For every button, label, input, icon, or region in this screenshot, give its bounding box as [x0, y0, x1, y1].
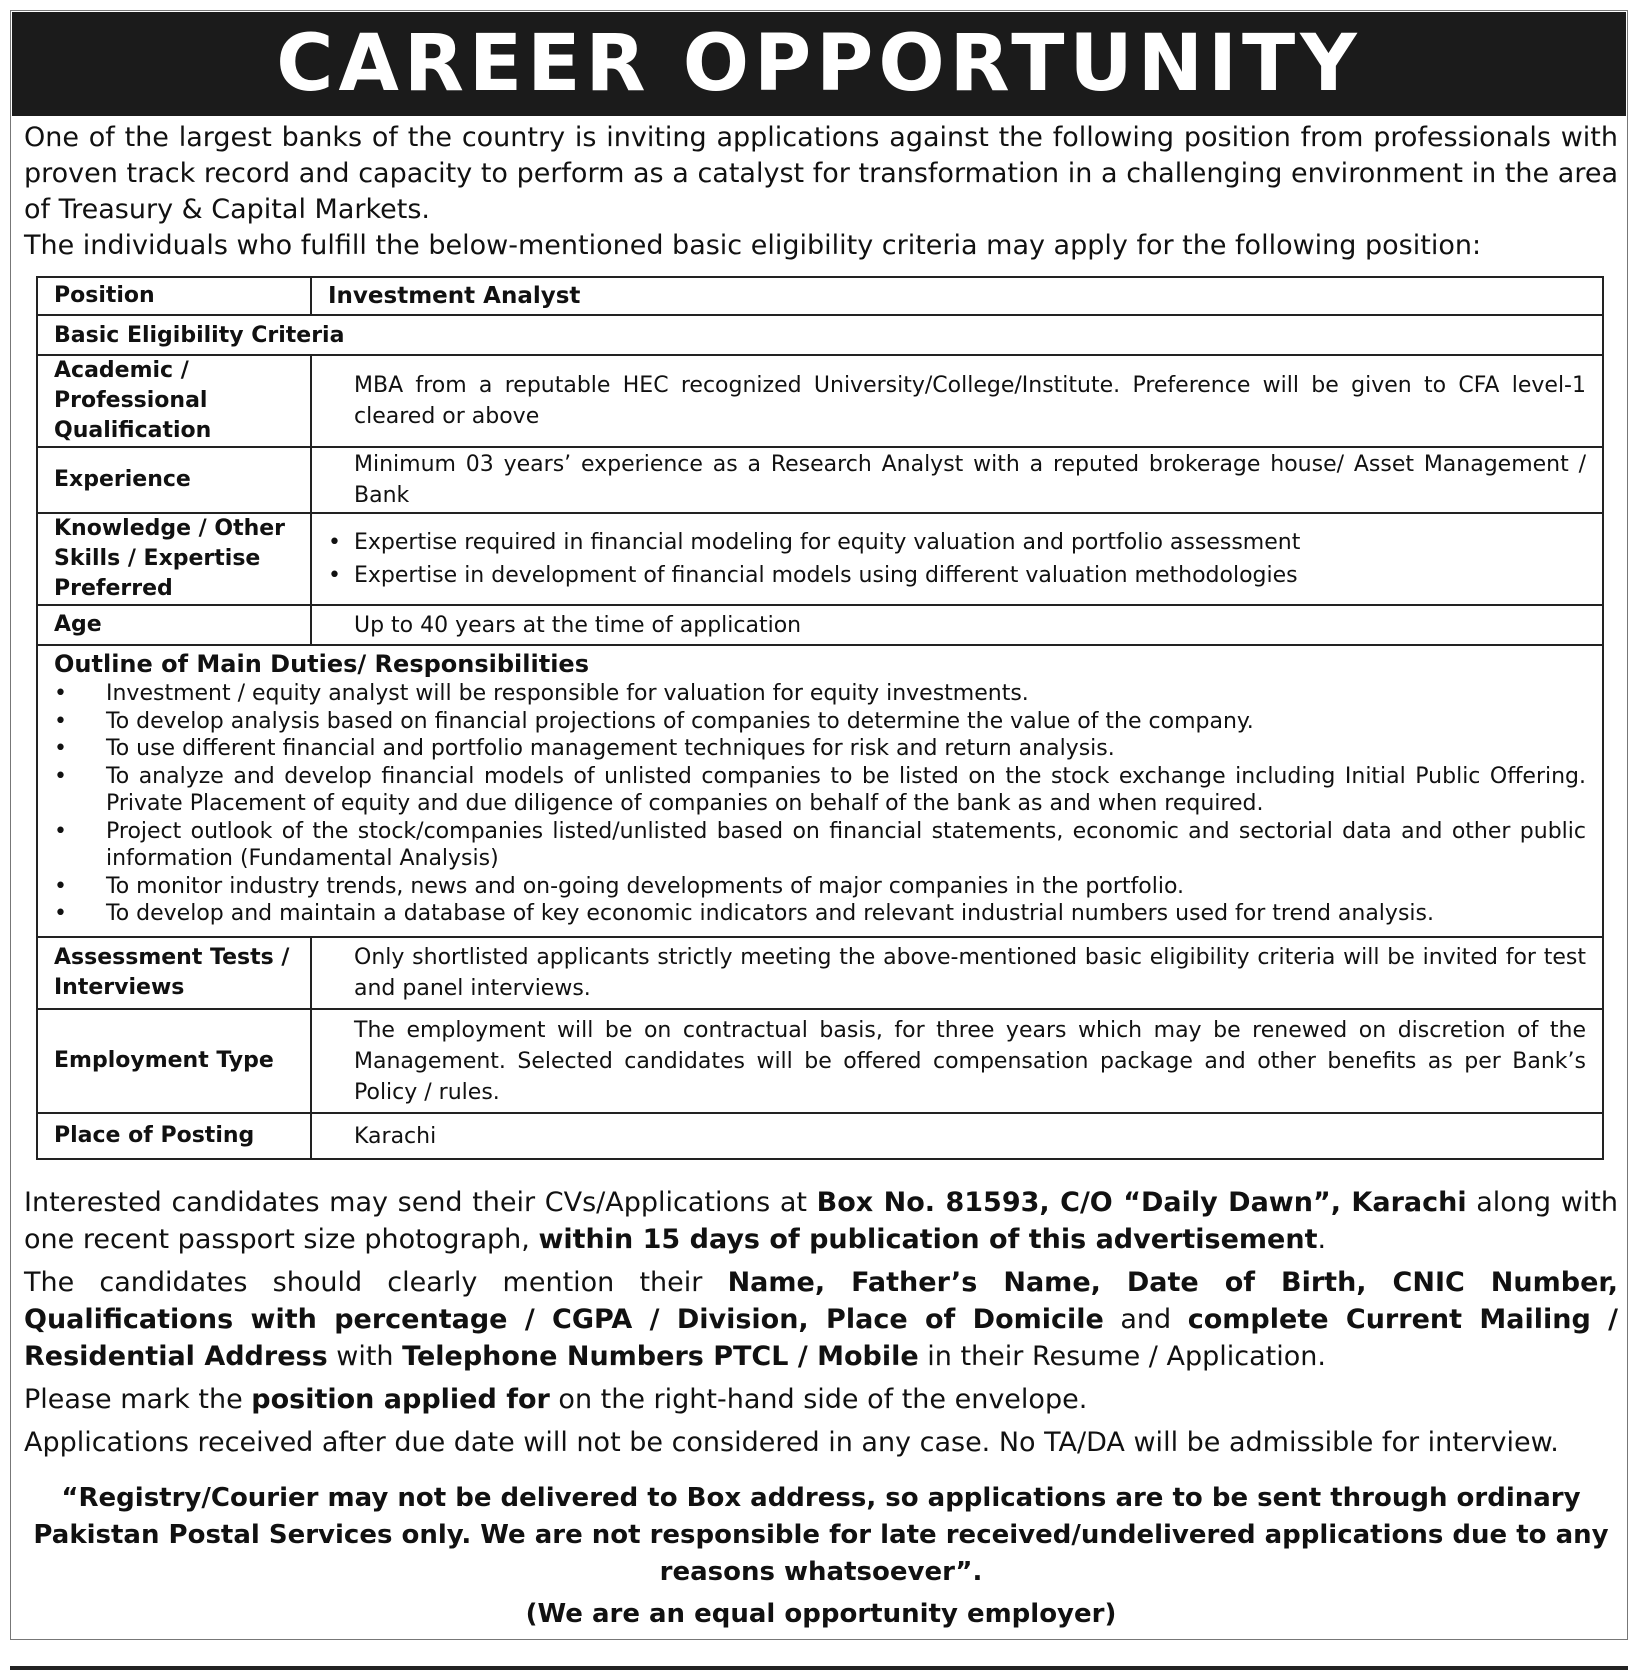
list-item: • To use different financial and portfolio management techniques for risk and return analysis. [54, 735, 1586, 763]
table-row-position [37, 277, 1603, 315]
employment-label: Employment Type [37, 1009, 311, 1113]
list-item: • Expertise in development of financial models using different valuation methodologies [354, 559, 1586, 592]
apply-text: on the right-hand side of the envelope. [549, 1384, 1088, 1415]
employment-value: The employment will be on contractual basis, for three years which may be renewed on discretion of the Management. Selected candidates will be offered compensation package and other benefits as per Bank’s Policy / rules. [311, 1009, 1603, 1113]
table-row-assessment [37, 937, 1603, 1009]
apply-paragraph-details [24, 1264, 1618, 1375]
position-value: Investment Analyst [311, 277, 1603, 315]
deadline-text: within 15 days of publication of this advertisement [538, 1224, 1318, 1255]
age-value: Up to 40 years at the time of application [311, 605, 1603, 645]
list-item: • To develop and maintain a database of key economic indicators and relevant industrial numbers used for trend analysis. [54, 900, 1586, 928]
eligibility-table [36, 276, 1604, 1160]
list-item: • Project outlook of the stock/companies listed/unlisted based on financial statements, economic and sectorial data and other public information (Fundamental Analysis) [54, 818, 1586, 873]
skills-list [354, 526, 1586, 592]
apply-paragraph-envelope [24, 1381, 1618, 1418]
apply-text: Please mark the [24, 1384, 252, 1415]
table-row-posting [37, 1113, 1603, 1159]
table-row-employment [37, 1009, 1603, 1113]
apply-text: and [1103, 1304, 1188, 1335]
list-item: • To monitor industry trends, news and on-going developments of major companies in the portfolio. [54, 873, 1586, 901]
list-item: • To develop analysis based on financial projections of companies to determine the value of the company. [54, 708, 1586, 736]
position-label: Position [37, 277, 311, 315]
apply-text: Interested candidates may send their CVs/Applications at [24, 1187, 817, 1218]
skills-value [311, 513, 1603, 605]
apply-text: . [1317, 1224, 1327, 1255]
apply-paragraph-address [24, 1184, 1618, 1258]
experience-label: Experience [37, 447, 311, 513]
page-title: CAREER OPPORTUNITY [276, 19, 1362, 109]
position-applied-text: position applied for [251, 1384, 550, 1415]
intro-eligibility-line: The individuals who fulfill the below-mentioned basic eligibility criteria may apply for the following position: [24, 230, 1482, 261]
apply-paragraph-due-date: Applications received after due date will not be considered in any case. No TA/DA will be admissible for interview. [24, 1427, 1559, 1458]
list-item: • To analyze and develop financial models of unlisted companies to be listed on the stock exchange including Initial Public Offering. Private Placement of equity and due diligence of companies on behalf of the bank as and when required. [54, 763, 1586, 818]
table-row-age [37, 605, 1603, 645]
table-row-skills [37, 513, 1603, 605]
box-address: Box No. 81593, C/O “Daily Dawn”, Karachi [816, 1187, 1467, 1218]
posting-value: Karachi [311, 1113, 1603, 1159]
duties-list [54, 680, 1586, 928]
table-row-duties [37, 645, 1603, 937]
intro-section [24, 120, 1618, 264]
title-banner [12, 12, 1626, 116]
apply-text: The candidates should clearly mention their [24, 1267, 728, 1298]
apply-text: along with one recent passport size photograph, [24, 1187, 1618, 1255]
assessment-value: Only shortlisted applicants strictly meeting the above-mentioned basic eligibility criteria will be invited for test and panel interviews. [311, 937, 1603, 1009]
table-row-qualification [37, 355, 1603, 447]
duties-heading: Outline of Main Duties/ Responsibilities [54, 650, 589, 678]
list-item: • Expertise required in financial modeling for equity valuation and portfolio assessment [354, 526, 1586, 559]
phone-requirement: Telephone Numbers PTCL / Mobile [402, 1341, 919, 1372]
table-row-experience [37, 447, 1603, 513]
list-item: • Investment / equity analyst will be responsible for valuation for equity investments. [54, 680, 1586, 708]
assessment-label: Assessment Tests / Interviews [37, 937, 311, 1009]
apply-text: with [327, 1341, 403, 1372]
application-instructions [24, 1184, 1618, 1467]
intro-paragraph: One of the largest banks of the country is inviting applications against the following position from professionals with proven track record and capacity to perform as a catalyst for transformation in a challenging environment in the area of Treasury & Capital Markets. [24, 122, 1618, 225]
age-label: Age [37, 605, 311, 645]
postal-warning: “Registry/Courier may not be delivered to Box address, so applications are to be sent through ordinary Pakistan Postal Services only. We are not responsible for late received/undelivered applications due to any reasons whatsoever”. [33, 1483, 1609, 1587]
table-row-basic-criteria [37, 315, 1603, 355]
qualification-label: Academic / Professional Qualification [37, 355, 311, 447]
apply-text: in their Resume / Application. [918, 1341, 1326, 1372]
required-details: Name, Father’s Name, Date of Birth, CNIC Number, Qualifications with percentage / CGPA / Division, Place of Domicile [24, 1267, 1618, 1335]
qualification-value: MBA from a reputable HEC recognized University/College/Institute. Preference will be given to CFA level-1 cleared or above [311, 355, 1603, 447]
basic-criteria-heading: Basic Eligibility Criteria [37, 315, 1603, 355]
equal-opportunity-statement: (We are an equal opportunity employer) [525, 1599, 1117, 1629]
bottom-divider [10, 1666, 1628, 1670]
experience-value: Minimum 03 years’ experience as a Research Analyst with a reputed brokerage house/ Asset Management / Bank [311, 447, 1603, 513]
posting-label: Place of Posting [37, 1113, 311, 1159]
duties-cell [37, 645, 1603, 937]
skills-label: Knowledge / Other Skills / Expertise Preferred [37, 513, 311, 605]
address-requirement: complete Current Mailing / Residential Address [24, 1304, 1618, 1372]
